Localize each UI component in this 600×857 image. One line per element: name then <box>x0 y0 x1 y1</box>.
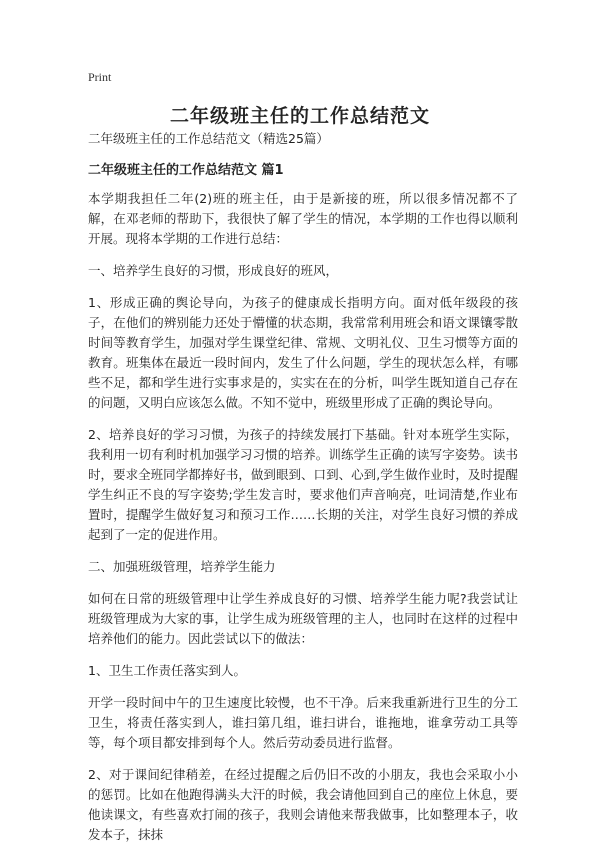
paragraph: 本学期我担任二年(2)班的班主任，由于是新接的班，所以很多情况都不了解，在邓老师的帮助下，我很快了解了学生的情况，本学期的工作也得以顺利开展。现将本学期的工作进行总结： <box>88 191 518 246</box>
document-body <box>88 125 518 857</box>
paragraph: 如何在日常的班级管理中让学生养成良好的习惯、培养学生能力呢?我尝试让班级管理成为大家的事，让学生成为班级管理的主人，也同时在这样的过程中培养他们的能力。因此尝试以下的做法： <box>88 591 518 646</box>
document-subtitle: 二年级班主任的工作总结范文（精选25篇） <box>88 131 329 146</box>
print-label: Print <box>88 70 112 84</box>
paragraph: 2、培养良好的学习习惯，为孩子的持续发展打下基础。针对本班学生实际，我利用一切有利时机加强学习习惯的培养。训练学生正确的读写字姿势。读书时，要求全班同学都捧好书，做到眼到、口到、心到,学生做作业时，及时提醒学生纠正不良的写字姿势;学生发言时，要求他们声音响亮，吐词清楚,作业布置时，提醒学生做好复习和预习工作……长期的关注，对学生良好习惯的养成起到了一定的促进作用。 <box>88 427 518 542</box>
paragraph: 1、卫生工作责任落实到人。 <box>88 663 246 678</box>
paragraph: 开学一段时间中午的卫生速度比较慢，也不干净。后来我重新进行卫生的分工卫生，将责任落实到人，谁扫第几组，谁扫讲台，谁拖地，谁拿劳动工具等等，每个项目都安排到每个人。然后劳动委员进行监督。 <box>88 695 518 750</box>
paragraph: 1、形成正确的舆论导向，为孩子的健康成长指明方向。面对低年级段的孩子，在他们的辨别能力还处于懵懂的状态期，我常常利用班会和语文课镶零散时间等教育学生，加强对学生课堂纪律、常规、文明礼仪、卫生习惯等方面的教育。班集体在最近一段时间内，发生了什么问题，学生的现状怎么样，有哪些不足，都和学生进行实事求是的，实实在在的分析，叫学生既知道自己存在的问题，又明白应该怎么做。不知不觉中，班级里形成了正确的舆论导向。 <box>88 295 518 410</box>
paragraph: 2、对于课间纪律稍差，在经过提醒之后仍旧不改的小朋友，我也会采取小小的惩罚。比如在他跑得满头大汗的时候，我会请他回到自己的座位上休息，要他读课文，有些喜欢打闹的孩子，我则会请他来帮我做事，比如整理本子，收发本子，抹抹 <box>88 767 518 842</box>
paragraph: 一、培养学生良好的习惯，形成良好的班风， <box>88 263 339 278</box>
section-heading: 二年级班主任的工作总结范文 篇1 <box>88 163 284 178</box>
document-title: 二年级班主任的工作总结范文 <box>169 105 430 127</box>
paragraph: 二、加强班级管理，培养学生能力 <box>88 559 276 574</box>
